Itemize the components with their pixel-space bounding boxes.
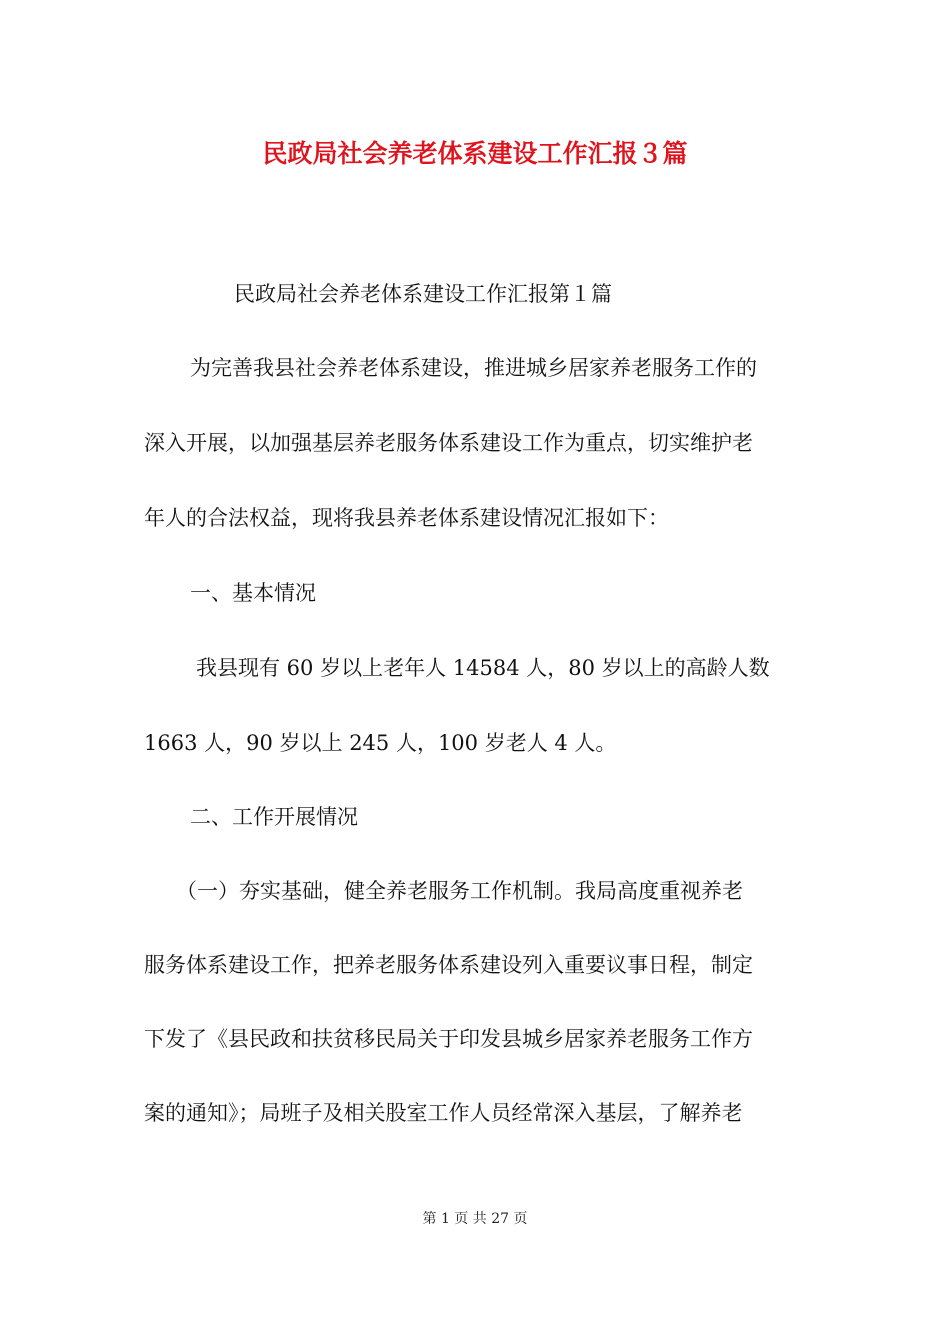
section-subtitle: 民政局社会养老体系建设工作汇报第１篇 (234, 282, 612, 306)
paragraph-line: 下发了《县民政和扶贫移民局关于印发县城乡居家养老服务工作方 (144, 1027, 753, 1051)
paragraph-line: 1663 人，90 岁以上 245 人，100 岁老人 4 人。 (144, 731, 617, 755)
section-heading: 一、基本情况 (190, 581, 316, 605)
section-heading: 二、工作开展情况 (190, 805, 358, 829)
paragraph-line: 服务体系建设工作，把养老服务体系建设列入重要议事日程，制定 (144, 953, 753, 977)
page-number-footer: 第 1 页 共 27 页 (422, 1211, 528, 1227)
document-title: 民政局社会养老体系建设工作汇报３篇 (262, 139, 688, 168)
paragraph-line: （一）夯实基础，健全养老服务工作机制。我局高度重视养老 (176, 879, 743, 903)
paragraph-line: 年人的合法权益，现将我县养老体系建设情况汇报如下： (144, 506, 669, 530)
paragraph-line: 我县现有 60 岁以上老年人 14584 人，80 岁以上的高龄人数 (196, 656, 770, 680)
paragraph-line: 深入开展，以加强基层养老服务体系建设工作为重点，切实维护老 (144, 431, 753, 455)
paragraph-line: 案的通知》；局班子及相关股室工作人员经常深入基层，了解养老 (144, 1101, 743, 1125)
paragraph-line: 为完善我县社会养老体系建设，推进城乡居家养老服务工作的 (190, 356, 757, 380)
